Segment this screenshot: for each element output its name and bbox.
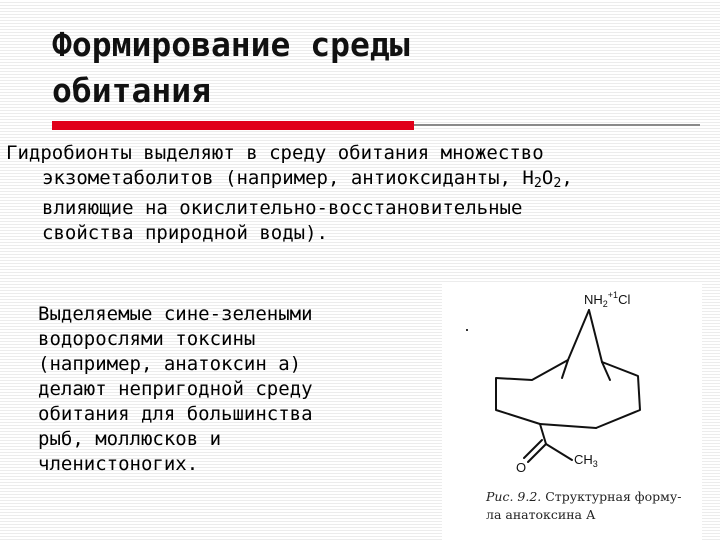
ring-right bbox=[596, 362, 640, 428]
paragraph1-line: влияющие на окислительно-восстановительные bbox=[42, 197, 523, 219]
paragraph2-line: водорослями токсины bbox=[38, 328, 256, 350]
formula-subscript: 2 bbox=[533, 176, 542, 191]
paragraph2-line: рыб, моллюсков и bbox=[38, 428, 222, 450]
title-line-1: Формирование среды bbox=[52, 25, 410, 64]
paragraph1-line: Гидробионты выделяют в среду обитания множество bbox=[6, 142, 544, 164]
carbonyl-bond bbox=[524, 440, 542, 458]
caption-prefix: Рис. 9.2. bbox=[486, 489, 542, 504]
paragraph-toxins bbox=[38, 302, 438, 477]
ring-left bbox=[496, 360, 568, 424]
paragraph1-line: экзометаболитов (например, антиоксиданты, $Н_2О_2$, bbox=[42, 167, 573, 191]
anatoxin-structure-figure bbox=[442, 282, 702, 540]
paragraph2-line: делают непригодной среду bbox=[38, 378, 313, 400]
amine-label: $NH_2^{+1}Cl$ bbox=[584, 290, 631, 309]
formula-subscript: 2 bbox=[553, 176, 562, 191]
slide-title bbox=[52, 22, 692, 114]
bond-line bbox=[568, 310, 589, 360]
paragraph-hydrobionts bbox=[6, 141, 706, 246]
bond-line bbox=[589, 310, 602, 362]
paragraph1-line: свойства природной воды). bbox=[42, 222, 328, 244]
bond-line bbox=[546, 444, 572, 460]
paragraph2-line: Выделяемые сине-зелеными bbox=[38, 303, 313, 325]
methyl-label: $CH_3$ bbox=[574, 452, 598, 469]
title-accent-bar bbox=[52, 121, 414, 130]
oxygen-label: O bbox=[516, 460, 527, 475]
bond-line bbox=[540, 424, 596, 428]
paragraph2-line: обитания для большинства bbox=[38, 403, 313, 425]
paragraph2-line: (например, анатоксин а) bbox=[38, 353, 302, 375]
carbonyl-bond bbox=[528, 444, 546, 462]
title-line-2: обитания bbox=[52, 71, 211, 110]
paragraph2-line: членистоногих. bbox=[38, 453, 199, 475]
figure-caption: Рис. 9.2. Структурная форму- ла анатоксина А bbox=[486, 489, 682, 522]
